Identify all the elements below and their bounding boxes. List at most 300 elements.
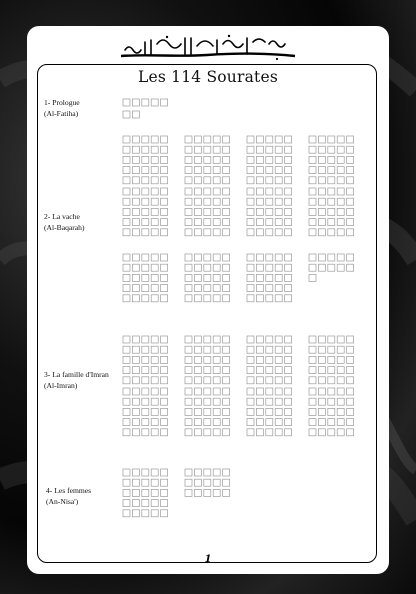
verse-checkbox[interactable] xyxy=(275,419,282,426)
verse-checkbox[interactable] xyxy=(285,177,292,184)
verse-checkbox[interactable] xyxy=(151,219,158,226)
verse-checkbox[interactable] xyxy=(161,510,168,517)
verse-checkbox[interactable] xyxy=(123,408,130,415)
verse-checkbox[interactable] xyxy=(151,99,158,106)
verse-checkbox[interactable] xyxy=(266,336,273,343)
verse-checkbox[interactable] xyxy=(132,510,139,517)
verse-checkbox[interactable] xyxy=(185,229,192,236)
verse-checkbox[interactable] xyxy=(256,285,263,292)
verse-checkbox[interactable] xyxy=(213,198,220,205)
verse-checkbox[interactable] xyxy=(142,177,149,184)
verse-checkbox[interactable] xyxy=(161,177,168,184)
verse-checkbox[interactable] xyxy=(285,167,292,174)
verse-checkbox[interactable] xyxy=(337,167,344,174)
verse-checkbox[interactable] xyxy=(285,156,292,163)
verse-checkbox[interactable] xyxy=(194,429,201,436)
verse-checkbox[interactable] xyxy=(275,336,282,343)
verse-checkbox[interactable] xyxy=(347,188,354,195)
verse-checkbox[interactable] xyxy=(151,388,158,395)
verse-checkbox[interactable] xyxy=(247,177,254,184)
verse-checkbox[interactable] xyxy=(204,336,211,343)
verse-checkbox[interactable] xyxy=(194,177,201,184)
verse-checkbox[interactable] xyxy=(123,377,130,384)
verse-checkbox[interactable] xyxy=(142,500,149,507)
verse-checkbox[interactable] xyxy=(247,264,254,271)
verse-checkbox[interactable] xyxy=(223,156,230,163)
verse-checkbox[interactable] xyxy=(309,419,316,426)
verse-checkbox[interactable] xyxy=(132,336,139,343)
verse-checkbox[interactable] xyxy=(142,346,149,353)
verse-checkbox[interactable] xyxy=(318,346,325,353)
verse-checkbox[interactable] xyxy=(266,198,273,205)
verse-checkbox[interactable] xyxy=(247,377,254,384)
verse-checkbox[interactable] xyxy=(285,398,292,405)
verse-checkbox[interactable] xyxy=(318,356,325,363)
verse-checkbox[interactable] xyxy=(285,346,292,353)
verse-checkbox[interactable] xyxy=(204,295,211,302)
verse-checkbox[interactable] xyxy=(151,398,158,405)
verse-checkbox[interactable] xyxy=(151,346,158,353)
verse-checkbox[interactable] xyxy=(185,274,192,281)
verse-checkbox[interactable] xyxy=(161,136,168,143)
verse-checkbox[interactable] xyxy=(123,136,130,143)
verse-checkbox-grid-3[interactable] xyxy=(123,336,355,437)
verse-checkbox[interactable] xyxy=(213,429,220,436)
verse-checkbox[interactable] xyxy=(185,489,192,496)
verse-checkbox[interactable] xyxy=(223,398,230,405)
verse-checkbox[interactable] xyxy=(347,346,354,353)
verse-checkbox[interactable] xyxy=(213,356,220,363)
verse-checkbox[interactable] xyxy=(213,367,220,374)
verse-checkbox[interactable] xyxy=(142,489,149,496)
verse-checkbox[interactable] xyxy=(185,479,192,486)
verse-checkbox[interactable] xyxy=(337,367,344,374)
verse-checkbox[interactable] xyxy=(256,429,263,436)
verse-checkbox[interactable] xyxy=(309,188,316,195)
verse-checkbox[interactable] xyxy=(223,177,230,184)
verse-checkbox[interactable] xyxy=(256,198,263,205)
verse-checkbox[interactable] xyxy=(132,198,139,205)
verse-checkbox[interactable] xyxy=(204,367,211,374)
verse-checkbox[interactable] xyxy=(132,219,139,226)
verse-checkbox[interactable] xyxy=(142,398,149,405)
verse-checkbox[interactable] xyxy=(275,167,282,174)
verse-checkbox[interactable] xyxy=(132,136,139,143)
verse-checkbox[interactable] xyxy=(347,208,354,215)
verse-checkbox[interactable] xyxy=(132,377,139,384)
verse-checkbox[interactable] xyxy=(285,188,292,195)
verse-checkbox[interactable] xyxy=(161,167,168,174)
verse-checkbox[interactable] xyxy=(266,429,273,436)
verse-checkbox[interactable] xyxy=(266,408,273,415)
verse-checkbox[interactable] xyxy=(142,419,149,426)
verse-checkbox[interactable] xyxy=(161,356,168,363)
verse-checkbox[interactable] xyxy=(256,136,263,143)
verse-checkbox[interactable] xyxy=(309,388,316,395)
verse-checkbox[interactable] xyxy=(256,367,263,374)
verse-checkbox[interactable] xyxy=(142,264,149,271)
verse-checkbox[interactable] xyxy=(318,177,325,184)
verse-checkbox[interactable] xyxy=(194,336,201,343)
verse-checkbox[interactable] xyxy=(161,479,168,486)
verse-checkbox[interactable] xyxy=(328,177,335,184)
verse-checkbox[interactable] xyxy=(161,264,168,271)
verse-checkbox[interactable] xyxy=(185,198,192,205)
verse-checkbox[interactable] xyxy=(318,429,325,436)
verse-checkbox[interactable] xyxy=(247,219,254,226)
verse-checkbox[interactable] xyxy=(256,398,263,405)
verse-checkbox[interactable] xyxy=(347,254,354,261)
verse-checkbox[interactable] xyxy=(123,274,130,281)
verse-checkbox[interactable] xyxy=(223,254,230,261)
verse-checkbox[interactable] xyxy=(318,264,325,271)
verse-checkbox[interactable] xyxy=(247,198,254,205)
verse-checkbox[interactable] xyxy=(132,346,139,353)
verse-checkbox[interactable] xyxy=(256,177,263,184)
verse-checkbox[interactable] xyxy=(132,156,139,163)
verse-checkbox[interactable] xyxy=(247,388,254,395)
verse-checkbox[interactable] xyxy=(247,398,254,405)
verse-checkbox[interactable] xyxy=(132,264,139,271)
verse-checkbox[interactable] xyxy=(204,469,211,476)
verse-checkbox[interactable] xyxy=(223,356,230,363)
verse-checkbox[interactable] xyxy=(285,377,292,384)
verse-checkbox[interactable] xyxy=(285,295,292,302)
verse-checkbox[interactable] xyxy=(285,229,292,236)
verse-checkbox[interactable] xyxy=(285,429,292,436)
verse-checkbox[interactable] xyxy=(309,264,316,271)
verse-checkbox[interactable] xyxy=(194,398,201,405)
verse-checkbox[interactable] xyxy=(161,429,168,436)
verse-checkbox[interactable] xyxy=(204,254,211,261)
verse-checkbox[interactable] xyxy=(247,136,254,143)
verse-checkbox[interactable] xyxy=(285,285,292,292)
verse-checkbox[interactable] xyxy=(266,295,273,302)
verse-checkbox[interactable] xyxy=(256,388,263,395)
verse-checkbox[interactable] xyxy=(266,274,273,281)
verse-checkbox[interactable] xyxy=(185,167,192,174)
verse-checkbox[interactable] xyxy=(347,198,354,205)
verse-checkbox[interactable] xyxy=(328,219,335,226)
verse-checkbox[interactable] xyxy=(256,264,263,271)
verse-checkbox[interactable] xyxy=(185,469,192,476)
verse-checkbox[interactable] xyxy=(328,136,335,143)
verse-checkbox[interactable] xyxy=(347,419,354,426)
verse-checkbox[interactable] xyxy=(142,510,149,517)
verse-checkbox[interactable] xyxy=(275,254,282,261)
verse-checkbox[interactable] xyxy=(185,408,192,415)
verse-checkbox[interactable] xyxy=(309,346,316,353)
verse-checkbox[interactable] xyxy=(194,274,201,281)
verse-checkbox[interactable] xyxy=(194,136,201,143)
verse-checkbox[interactable] xyxy=(328,167,335,174)
verse-checkbox[interactable] xyxy=(151,264,158,271)
verse-checkbox[interactable] xyxy=(185,295,192,302)
verse-checkbox[interactable] xyxy=(247,156,254,163)
verse-checkbox[interactable] xyxy=(256,419,263,426)
verse-checkbox[interactable] xyxy=(142,377,149,384)
verse-checkbox[interactable] xyxy=(213,274,220,281)
verse-checkbox[interactable] xyxy=(223,377,230,384)
verse-checkbox[interactable] xyxy=(347,167,354,174)
verse-checkbox[interactable] xyxy=(185,156,192,163)
verse-checkbox[interactable] xyxy=(337,136,344,143)
verse-checkbox[interactable] xyxy=(285,274,292,281)
verse-checkbox[interactable] xyxy=(132,167,139,174)
verse-checkbox[interactable] xyxy=(123,208,130,215)
verse-checkbox[interactable] xyxy=(256,156,263,163)
verse-checkbox[interactable] xyxy=(132,419,139,426)
verse-checkbox[interactable] xyxy=(309,408,316,415)
verse-checkbox[interactable] xyxy=(266,167,273,174)
verse-checkbox[interactable] xyxy=(213,419,220,426)
verse-checkbox[interactable] xyxy=(337,188,344,195)
verse-checkbox[interactable] xyxy=(328,156,335,163)
verse-checkbox[interactable] xyxy=(256,229,263,236)
verse-checkbox[interactable] xyxy=(275,264,282,271)
verse-checkbox[interactable] xyxy=(266,367,273,374)
verse-checkbox[interactable] xyxy=(185,336,192,343)
verse-checkbox[interactable] xyxy=(285,356,292,363)
verse-checkbox[interactable] xyxy=(213,264,220,271)
verse-checkbox[interactable] xyxy=(328,208,335,215)
verse-checkbox[interactable] xyxy=(142,479,149,486)
verse-checkbox[interactable] xyxy=(161,295,168,302)
verse-checkbox[interactable] xyxy=(161,388,168,395)
verse-checkbox[interactable] xyxy=(123,479,130,486)
verse-checkbox[interactable] xyxy=(275,208,282,215)
verse-checkbox[interactable] xyxy=(194,229,201,236)
verse-checkbox[interactable] xyxy=(142,156,149,163)
verse-checkbox[interactable] xyxy=(223,264,230,271)
verse-checkbox[interactable] xyxy=(256,208,263,215)
verse-checkbox[interactable] xyxy=(185,264,192,271)
verse-checkbox[interactable] xyxy=(142,274,149,281)
verse-checkbox[interactable] xyxy=(318,136,325,143)
verse-checkbox[interactable] xyxy=(223,229,230,236)
verse-checkbox[interactable] xyxy=(309,219,316,226)
verse-checkbox[interactable] xyxy=(142,429,149,436)
verse-checkbox[interactable] xyxy=(223,167,230,174)
verse-checkbox[interactable] xyxy=(275,388,282,395)
verse-checkbox[interactable] xyxy=(204,388,211,395)
verse-checkbox[interactable] xyxy=(194,408,201,415)
verse-checkbox[interactable] xyxy=(123,367,130,374)
verse-checkbox[interactable] xyxy=(223,136,230,143)
verse-checkbox[interactable] xyxy=(194,367,201,374)
verse-checkbox[interactable] xyxy=(213,177,220,184)
verse-checkbox[interactable] xyxy=(318,419,325,426)
verse-checkbox[interactable] xyxy=(223,346,230,353)
verse-checkbox[interactable] xyxy=(123,285,130,292)
verse-checkbox[interactable] xyxy=(256,146,263,153)
verse-checkbox[interactable] xyxy=(285,198,292,205)
verse-checkbox[interactable] xyxy=(328,254,335,261)
verse-checkbox[interactable] xyxy=(123,500,130,507)
verse-checkbox[interactable] xyxy=(213,336,220,343)
verse-checkbox[interactable] xyxy=(204,346,211,353)
verse-checkbox[interactable] xyxy=(204,146,211,153)
verse-checkbox[interactable] xyxy=(347,146,354,153)
verse-checkbox[interactable] xyxy=(247,408,254,415)
verse-checkbox[interactable] xyxy=(151,254,158,261)
verse-checkbox[interactable] xyxy=(328,429,335,436)
verse-checkbox[interactable] xyxy=(123,219,130,226)
verse-checkbox[interactable] xyxy=(318,408,325,415)
verse-checkbox[interactable] xyxy=(185,188,192,195)
verse-checkbox[interactable] xyxy=(194,146,201,153)
verse-checkbox[interactable] xyxy=(185,136,192,143)
verse-checkbox[interactable] xyxy=(194,208,201,215)
verse-checkbox[interactable] xyxy=(309,274,316,281)
verse-checkbox[interactable] xyxy=(266,388,273,395)
verse-checkbox[interactable] xyxy=(123,111,130,118)
verse-checkbox[interactable] xyxy=(151,177,158,184)
verse-checkbox[interactable] xyxy=(309,356,316,363)
verse-checkbox[interactable] xyxy=(266,254,273,261)
verse-checkbox[interactable] xyxy=(337,419,344,426)
verse-checkbox[interactable] xyxy=(151,489,158,496)
verse-checkbox[interactable] xyxy=(318,146,325,153)
verse-checkbox[interactable] xyxy=(285,388,292,395)
verse-checkbox[interactable] xyxy=(247,167,254,174)
verse-checkbox[interactable] xyxy=(223,479,230,486)
verse-checkbox[interactable] xyxy=(309,398,316,405)
verse-checkbox[interactable] xyxy=(328,367,335,374)
verse-checkbox[interactable] xyxy=(151,479,158,486)
verse-checkbox[interactable] xyxy=(266,285,273,292)
verse-checkbox[interactable] xyxy=(151,419,158,426)
verse-checkbox[interactable] xyxy=(132,398,139,405)
verse-checkbox[interactable] xyxy=(328,356,335,363)
verse-checkbox[interactable] xyxy=(347,156,354,163)
verse-checkbox[interactable] xyxy=(151,510,158,517)
verse-checkbox[interactable] xyxy=(151,167,158,174)
verse-checkbox[interactable] xyxy=(309,377,316,384)
verse-checkbox[interactable] xyxy=(161,254,168,261)
verse-checkbox[interactable] xyxy=(223,146,230,153)
verse-checkbox[interactable] xyxy=(223,188,230,195)
verse-checkbox[interactable] xyxy=(309,177,316,184)
verse-checkbox[interactable] xyxy=(347,429,354,436)
verse-checkbox[interactable] xyxy=(213,136,220,143)
verse-checkbox[interactable] xyxy=(223,274,230,281)
verse-checkbox[interactable] xyxy=(204,479,211,486)
verse-checkbox[interactable] xyxy=(194,356,201,363)
verse-checkbox[interactable] xyxy=(309,146,316,153)
verse-checkbox[interactable] xyxy=(275,146,282,153)
verse-checkbox[interactable] xyxy=(256,356,263,363)
verse-checkbox[interactable] xyxy=(328,188,335,195)
verse-checkbox[interactable] xyxy=(337,264,344,271)
verse-checkbox[interactable] xyxy=(161,500,168,507)
verse-checkbox[interactable] xyxy=(309,229,316,236)
verse-checkbox[interactable] xyxy=(247,429,254,436)
verse-checkbox[interactable] xyxy=(213,469,220,476)
verse-checkbox[interactable] xyxy=(337,377,344,384)
verse-checkbox[interactable] xyxy=(347,229,354,236)
verse-checkbox[interactable] xyxy=(213,377,220,384)
verse-checkbox[interactable] xyxy=(337,388,344,395)
verse-checkbox[interactable] xyxy=(123,388,130,395)
verse-checkbox[interactable] xyxy=(151,408,158,415)
verse-checkbox[interactable] xyxy=(194,469,201,476)
verse-checkbox[interactable] xyxy=(161,367,168,374)
verse-checkbox[interactable] xyxy=(223,208,230,215)
verse-checkbox[interactable] xyxy=(223,429,230,436)
verse-checkbox[interactable] xyxy=(123,510,130,517)
verse-checkbox[interactable] xyxy=(347,336,354,343)
verse-checkbox[interactable] xyxy=(161,198,168,205)
verse-checkbox[interactable] xyxy=(123,356,130,363)
verse-checkbox[interactable] xyxy=(256,188,263,195)
verse-checkbox[interactable] xyxy=(161,469,168,476)
verse-checkbox[interactable] xyxy=(123,177,130,184)
verse-checkbox[interactable] xyxy=(223,285,230,292)
verse-checkbox[interactable] xyxy=(309,136,316,143)
verse-checkbox[interactable] xyxy=(194,295,201,302)
verse-checkbox[interactable] xyxy=(213,229,220,236)
verse-checkbox[interactable] xyxy=(132,429,139,436)
verse-checkbox[interactable] xyxy=(132,208,139,215)
verse-checkbox[interactable] xyxy=(204,198,211,205)
verse-checkbox[interactable] xyxy=(123,419,130,426)
verse-checkbox[interactable] xyxy=(123,229,130,236)
verse-checkbox[interactable] xyxy=(161,274,168,281)
verse-checkbox[interactable] xyxy=(247,336,254,343)
verse-checkbox[interactable] xyxy=(185,356,192,363)
verse-checkbox[interactable] xyxy=(247,208,254,215)
verse-checkbox[interactable] xyxy=(337,336,344,343)
verse-checkbox[interactable] xyxy=(256,167,263,174)
verse-checkbox[interactable] xyxy=(318,254,325,261)
verse-checkbox[interactable] xyxy=(194,346,201,353)
verse-checkbox[interactable] xyxy=(347,136,354,143)
verse-checkbox[interactable] xyxy=(328,398,335,405)
verse-checkbox[interactable] xyxy=(337,398,344,405)
verse-checkbox[interactable] xyxy=(318,388,325,395)
verse-checkbox[interactable] xyxy=(275,367,282,374)
verse-checkbox[interactable] xyxy=(161,408,168,415)
verse-checkbox[interactable] xyxy=(285,254,292,261)
verse-checkbox[interactable] xyxy=(285,264,292,271)
verse-checkbox[interactable] xyxy=(285,336,292,343)
verse-checkbox[interactable] xyxy=(318,188,325,195)
verse-checkbox[interactable] xyxy=(123,254,130,261)
verse-checkbox[interactable] xyxy=(347,398,354,405)
verse-checkbox[interactable] xyxy=(347,219,354,226)
verse-checkbox[interactable] xyxy=(194,388,201,395)
verse-checkbox[interactable] xyxy=(213,489,220,496)
verse-checkbox-grid-1[interactable] xyxy=(123,99,169,119)
verse-checkbox[interactable] xyxy=(337,356,344,363)
verse-checkbox[interactable] xyxy=(328,377,335,384)
verse-checkbox[interactable] xyxy=(142,295,149,302)
verse-checkbox[interactable] xyxy=(275,136,282,143)
verse-checkbox[interactable] xyxy=(132,285,139,292)
verse-checkbox[interactable] xyxy=(142,229,149,236)
verse-checkbox[interactable] xyxy=(142,146,149,153)
verse-checkbox[interactable] xyxy=(328,198,335,205)
verse-checkbox[interactable] xyxy=(132,188,139,195)
verse-checkbox[interactable] xyxy=(123,336,130,343)
verse-checkbox[interactable] xyxy=(247,188,254,195)
verse-checkbox[interactable] xyxy=(132,229,139,236)
verse-checkbox[interactable] xyxy=(213,295,220,302)
verse-checkbox[interactable] xyxy=(185,377,192,384)
verse-checkbox[interactable] xyxy=(318,156,325,163)
verse-checkbox[interactable] xyxy=(328,336,335,343)
